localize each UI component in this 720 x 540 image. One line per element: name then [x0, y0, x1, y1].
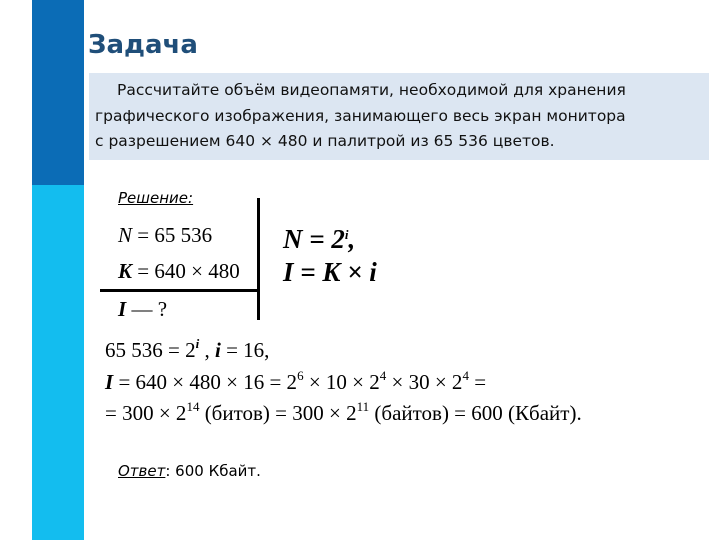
var-k: K [118, 259, 133, 283]
calc-text: = 16, [220, 338, 270, 362]
given-k [118, 259, 240, 284]
divider-vertical [257, 198, 260, 320]
calc-text: (байтов) = 600 (Кбайт). [369, 401, 582, 425]
calc-text: = [468, 370, 487, 394]
var-i: I [118, 297, 127, 321]
calc-text: = 640 × 480 × 16 = 2 [113, 370, 298, 394]
task-line: графического изображения, занимающего весь экран монитора [95, 106, 626, 125]
formula-comma: , [348, 224, 356, 254]
calc-text: = 300 × 2 [105, 401, 187, 425]
formula-n [283, 224, 355, 255]
accent-bar-light [32, 185, 84, 540]
calc-text: × 10 × 2 [303, 370, 380, 394]
calc-text: (битов) = 300 × 2 [199, 401, 357, 425]
value-k: = 640 × 480 [132, 259, 240, 283]
calc-exp: 4 [462, 368, 469, 383]
calc-exp: 14 [186, 399, 200, 414]
formula-base: N = 2 [283, 224, 345, 254]
calc-var: i [214, 338, 221, 362]
answer-value: : 600 Кбайт. [165, 462, 261, 480]
task-line: Рассчитайте объём видеопамяти, необходимой для хранения [117, 81, 626, 99]
task-box [89, 73, 709, 160]
calc-line-1 [105, 338, 269, 363]
calc-text: × 30 × 2 [386, 370, 463, 394]
calc-var: I [105, 370, 114, 394]
solution-label: Решение: [118, 189, 194, 207]
calc-text: , [199, 338, 215, 362]
var-n: N [118, 223, 133, 247]
calc-exp: i [195, 336, 200, 351]
accent-bar-dark [32, 0, 84, 185]
task-line: с разрешением 640 × 480 и палитрой из 65 536 цветов. [95, 132, 555, 150]
calc-text: 65 536 = 2 [105, 338, 196, 362]
question: — ? [126, 297, 168, 321]
calc-exp: 11 [356, 399, 370, 414]
slide-title: Задача [88, 30, 198, 60]
answer-label: Ответ [118, 462, 166, 480]
value-n: = 65 536 [132, 223, 213, 247]
calc-line-3 [105, 401, 582, 426]
given-n [118, 223, 212, 248]
calc-line-2 [105, 370, 486, 395]
unknown-i [118, 297, 167, 322]
divider-horizontal [100, 289, 258, 292]
calc-exp: 4 [379, 368, 387, 383]
answer [118, 462, 261, 480]
calc-exp: 6 [297, 368, 304, 383]
formula-exp: i [344, 227, 349, 242]
formula-i: I = K × i [283, 257, 377, 287]
